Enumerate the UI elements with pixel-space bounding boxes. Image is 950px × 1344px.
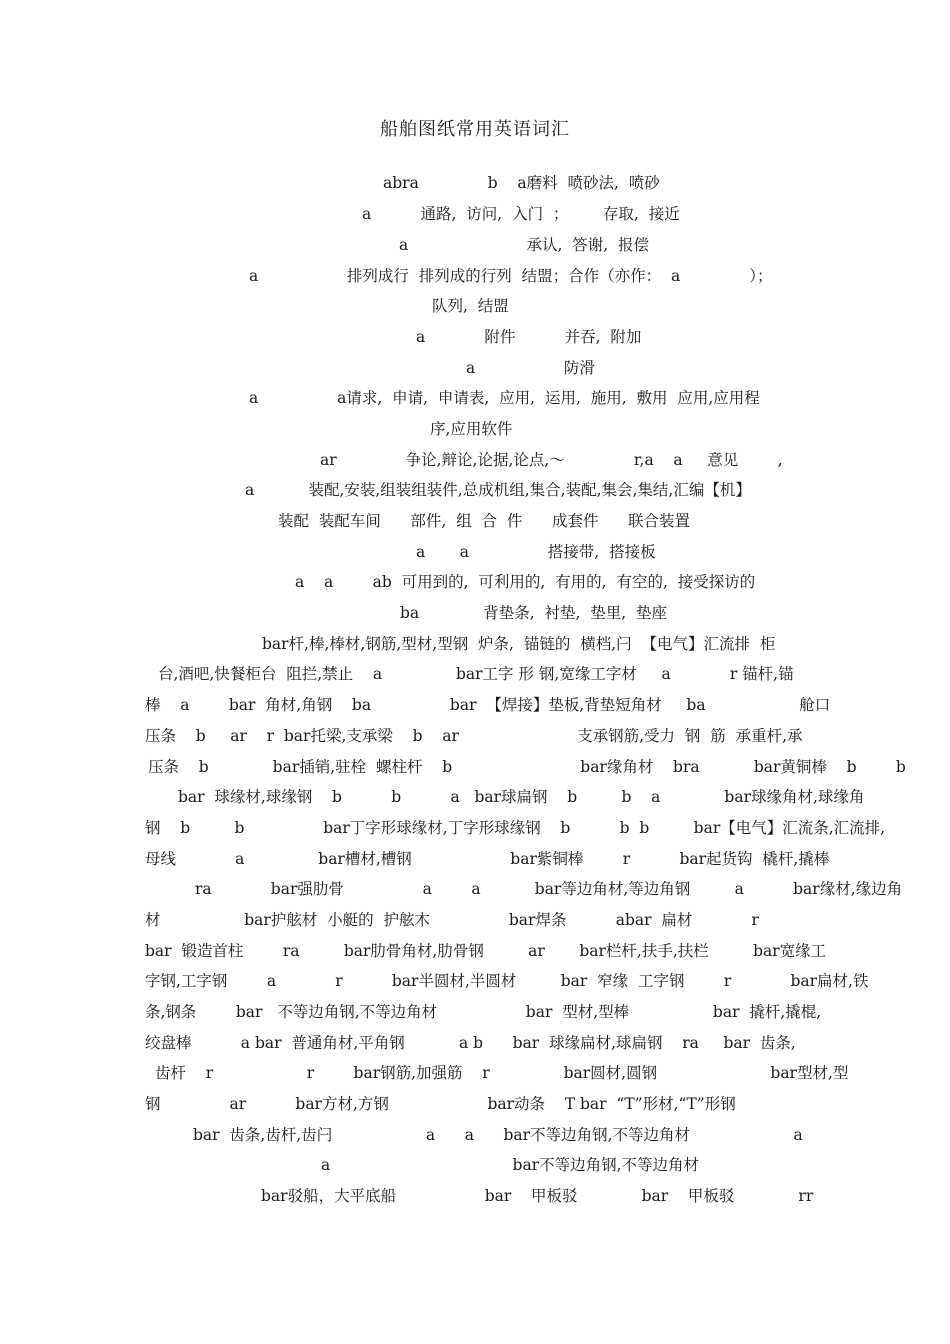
text-line: 压条 b ar r bar托梁,支承梁 b ar 支承钢筋,受力 钢 筋 承重杆,承 — [145, 727, 803, 745]
text-line: abra b a磨料 喷砂法, 喷砂 — [383, 174, 660, 192]
text-line: 齿杆 r r bar钢筋,加强筋 r bar圆材,圆钢 bar型材,型 — [155, 1064, 849, 1082]
text-line: a 通路, 访问, 入门 ； 存取, 接近 — [362, 205, 680, 223]
text-line: 钢 ar bar方材,方钢 bar动条 T bar “T”形材,“T”形钢 — [145, 1095, 736, 1113]
text-line: a 承认, 答谢, 报偿 — [399, 236, 650, 254]
text-line: a a ab 可用到的, 可利用的, 有用的, 有空的, 接受探访的 — [295, 573, 756, 591]
document-title: 船舶图纸常用英语词汇 — [380, 119, 570, 140]
text-line: 棒 a bar 角材,角钢 ba bar 【焊接】垫板,背垫短角材 ba 舱口 — [145, 696, 831, 714]
text-line: 序,应用软件 — [430, 420, 513, 438]
text-line: 台,酒吧,快餐柜台 阻拦,禁止 a bar工字 形 钢,宽缘工字材 a r 锚杆,锚 — [158, 665, 794, 683]
text-line: ar 争论,辩论,论据,论点,～ r,a a 意见 , — [320, 451, 783, 469]
text-line: 装配 装配车间 部件, 组 合 件 成套件 联合装置 — [278, 512, 691, 530]
text-line: 母线 a bar槽材,槽钢 bar紫铜棒 r bar起货钩 橇杆,撬棒 — [145, 850, 830, 868]
text-line: 钢 b b bar丁字形球缘材,丁字形球缘钢 b b b bar【电气】汇流条,汇流排, — [145, 819, 886, 837]
text-line: bar杆,棒,棒材,钢筋,型材,型钢 炉条, 锚链的 横档,闩 【电气】汇流排 柜 — [262, 635, 776, 653]
text-line: bar 球缘材,球缘钢 b b a bar球扁钢 b b a bar球缘角材,球缘角 — [178, 788, 865, 806]
text-line: bar驳船，大平底船 bar 甲板驳 bar 甲板驳 rr — [261, 1187, 814, 1205]
text-line: ba 背垫条, 衬垫, 垫里, 垫座 — [400, 604, 668, 622]
text-line: ra bar强肋骨 a a bar等边角材,等边角钢 a bar缘材,缘边角 — [195, 880, 903, 898]
text-line: 材 bar护舷材 小艇的 护舷木 bar焊条 abar 扁材 r — [145, 911, 759, 929]
text-line: a a请求, 申请, 申请表, 应用, 运用, 施用, 敷用 应用,应用程 — [249, 389, 760, 407]
text-line: 压条 b bar插销,驻栓 螺柱杆 b bar缘角材 bra bar黄铜棒 b b — [148, 758, 906, 776]
text-line: a a 搭接带, 搭接板 — [416, 543, 656, 561]
text-line: 字钢,工字钢 a r bar半圆材,半圆材 bar 窄缘 工字钢 r bar扁材,铁 — [145, 972, 869, 990]
text-line: a 附件 并吞, 附加 — [416, 328, 642, 346]
text-line: 绞盘棒 a bar 普通角材,平角钢 a b bar 球缘扁材,球扁钢 ra bar 齿条, — [145, 1034, 796, 1052]
text-line: bar 齿条,齿杆,齿闩 a a bar不等边角钢,不等边角材 a — [193, 1126, 803, 1144]
text-line: bar 锻造首柱 ra bar肋骨角材,肋骨钢 ar bar栏杆,扶手,扶栏 bar宽缘工 — [145, 942, 827, 960]
text-line: a bar不等边角钢,不等边角材 — [321, 1156, 700, 1174]
text-line: a 装配,安装,组装组装件,总成机组,集合,装配,集会,集结,汇编【机】 — [245, 481, 751, 499]
text-line: a 排列成行 排列成的行列 结盟；合作（亦作： a ）； — [249, 267, 773, 285]
text-line: 条,钢条 bar 不等边角钢,不等边角材 bar 型材,型棒 bar 撬杆,撬棍, — [145, 1003, 822, 1021]
text-line: 队列, 结盟 — [432, 297, 509, 315]
text-line: a 防滑 — [466, 359, 595, 377]
